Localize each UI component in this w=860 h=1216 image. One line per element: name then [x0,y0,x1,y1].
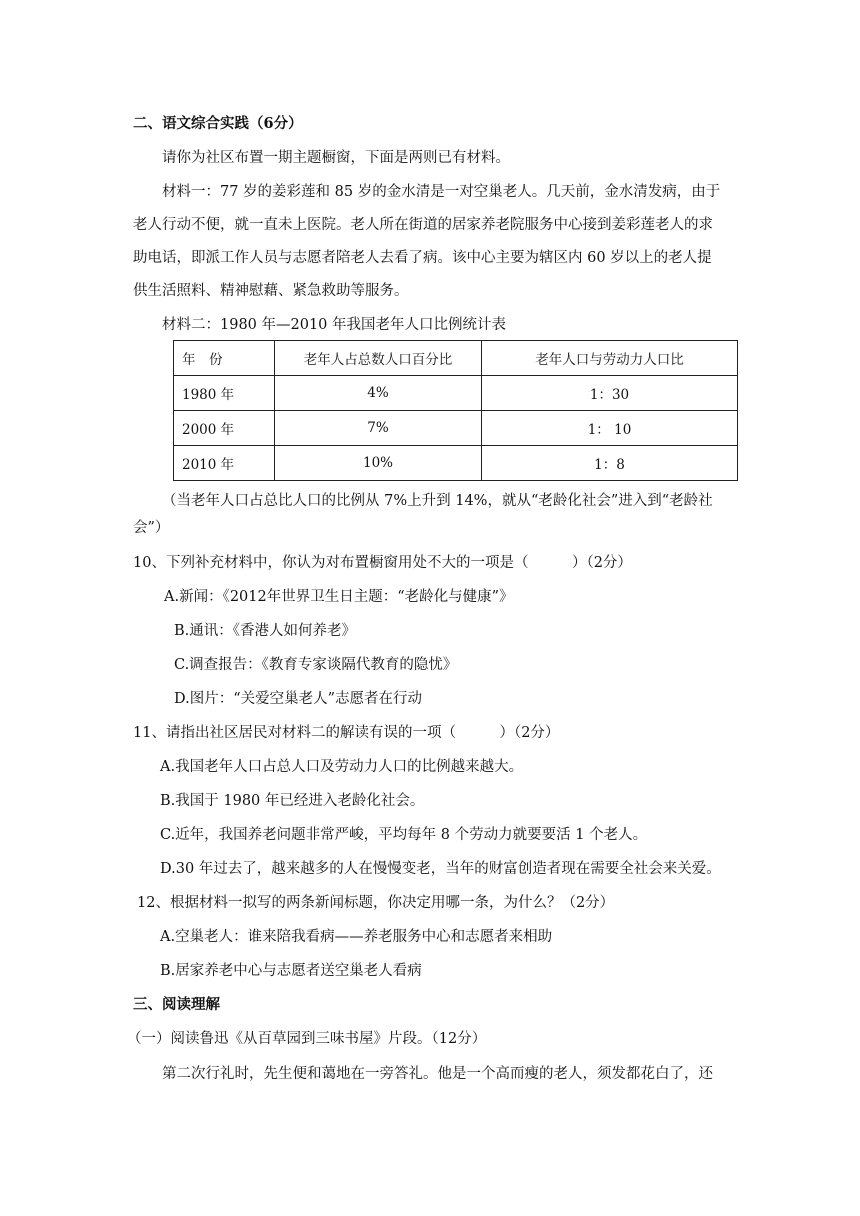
table-cell: 7% [275,411,482,446]
table-header-cell: 老年人口与劳动力人口比 [482,341,738,376]
elderly-population-table [173,340,738,481]
table-note-line: （当老年人口占总比人口的比例从 7%上升到 14%，就从“老龄化社会”进入到“老龄社 [162,493,713,509]
q11-option-a: A.我国老年人口占总人口及劳动力人口的比例越来越大。 [160,759,524,775]
table-cell: 1： 10 [482,411,738,446]
material1-line: 助电话，即派工作人员与志愿者陪老人去看了病。该中心主要为辖区内 60 岁以上的老人提 [133,250,712,266]
table-cell: 1980 年 [174,376,275,411]
q11-option-b: B.我国于 1980 年已经进入老龄化社会。 [160,793,425,809]
table-row [174,446,738,481]
q10-option-b: B.通讯：《香港人如何养老》 [174,623,357,639]
table-note-line: 会”） [133,520,170,536]
q10-stem: 10、下列补充材料中，你认为对布置橱窗用处不大的一项是（ ）（2分） [133,555,632,571]
material2-title: 材料二：1980 年—2010 年我国老年人口比例统计表 [162,317,507,333]
q12-stem: 12、根据材料一拟写的两条新闻标题，你决定用哪一条，为什么？（2分） [137,895,615,911]
material1-line: 材料一：77 岁的姜彩莲和 85 岁的金水清是一对空巢老人。几天前，金水清发病，由于 [162,184,721,200]
section2-heading: 二、语文综合实践（6分） [133,115,303,132]
q11-stem: 11、请指出社区居民对材料二的解读有误的一项（ ）（2分） [133,725,560,741]
q12-option-b: B.居家养老中心与志愿者送空巢老人看病 [160,963,422,979]
table-cell: 10% [275,446,482,481]
q11-option-c: C.近年，我国养老问题非常严峻，平均每年 8 个劳动力就要要活 1 个老人。 [160,827,648,843]
section2-intro: 请你为社区布置一期主题橱窗，下面是两则已有材料。 [162,150,510,166]
reading-paragraph-line: 第二次行礼时，先生便和蔼地在一旁答礼。他是一个高而瘦的老人，须发都花白了，还 [162,1066,713,1082]
q11-option-d: D.30 年过去了，越来越多的人在慢慢变老，当年的财富创造者现在需要全社会来关爱。 [160,861,721,877]
table-header-row [174,341,738,376]
section3-sub-heading: （一）阅读鲁迅《从百草园到三味书屋》片段。（12分） [127,1031,487,1047]
q10-option-d: D.图片：“关爱空巢老人”志愿者在行动 [174,691,423,707]
section3-heading: 三、阅读理解 [133,996,220,1013]
table-cell: 1：8 [482,446,738,481]
table-row [174,376,738,411]
table-header-cell: 年 份 [174,341,275,376]
table-cell: 4% [275,376,482,411]
q10-option-c: C.调查报告：《教育专家谈隔代教育的隐忧》 [174,657,458,673]
table-header-cell: 老年人占总数人口百分比 [275,341,482,376]
table-cell: 2010 年 [174,446,275,481]
q12-option-a: A.空巢老人：谁来陪我看病——养老服务中心和志愿者来相助 [160,929,553,945]
material1-line: 供生活照料、精神慰藉、紧急救助等服务。 [133,283,409,299]
material1-line: 老人行动不便，就一直未上医院。老人所在街道的居家养老院服务中心接到姜彩莲老人的求 [133,217,713,233]
q10-option-a: A.新闻：《2012年世界卫生日主题：“老龄化与健康”》 [164,589,514,605]
table-cell: 2000 年 [174,411,275,446]
table-row [174,411,738,446]
table-cell: 1：30 [482,376,738,411]
